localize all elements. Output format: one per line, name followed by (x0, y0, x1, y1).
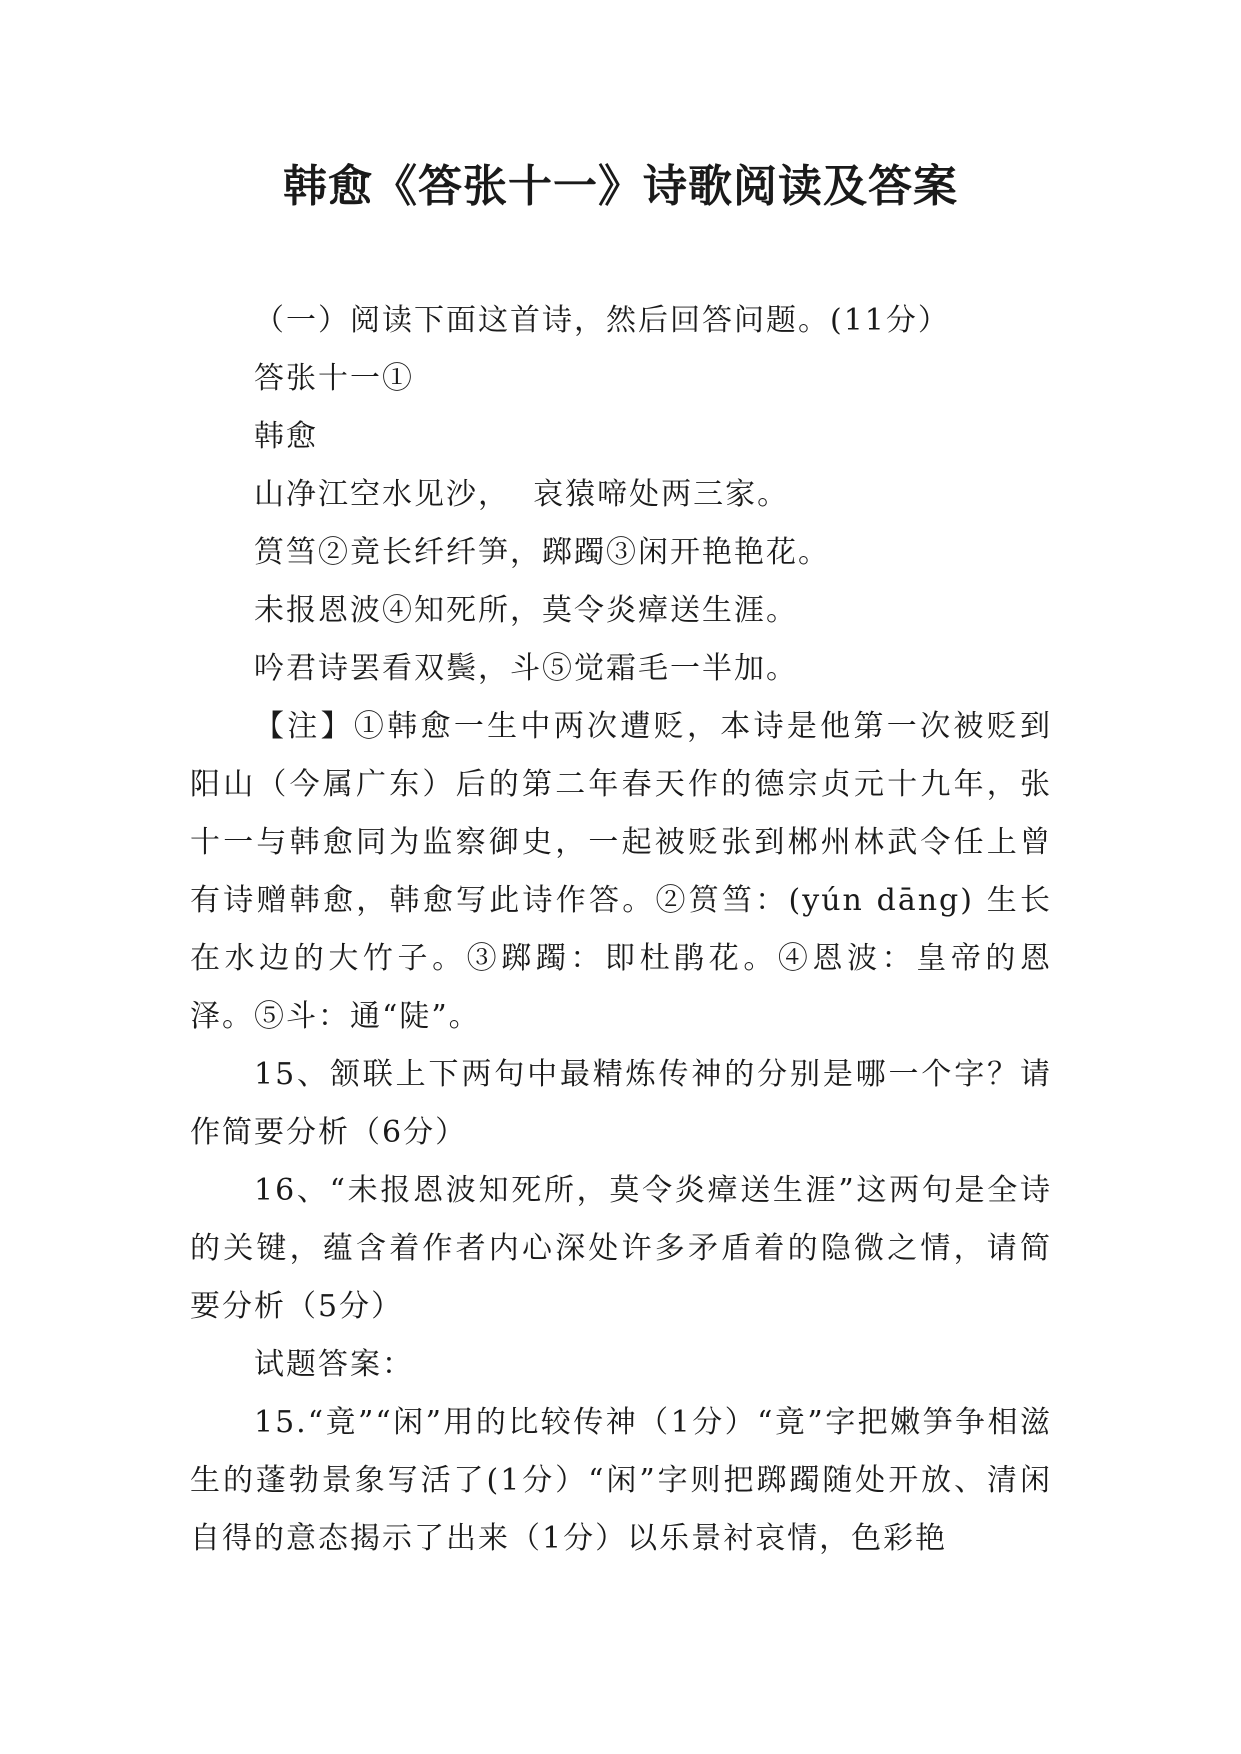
poem-line-4: 吟君诗罢看双鬓，斗⑤觉霜毛一半加。 (254, 651, 798, 686)
poem-line-3: 未报恩波④知死所，莫令炎瘴送生涯。 (254, 593, 798, 628)
answers-heading: 试题答案： (254, 1347, 414, 1382)
instruction-line: （一）阅读下面这首诗，然后回答问题。(11分） (254, 303, 950, 338)
answer-15: 15.“竟”“闲”用的比较传神（1分）“竟”字把嫩笋争相滋生的蓬勃景象写活了(1分）“闲”字则把踯躅随处开放、清闲自得的意态揭示了出来（1分）以乐景衬哀情，色彩艳 (190, 1405, 1052, 1556)
document-body (190, 292, 1052, 1568)
document-title: 韩愈《答张十一》诗歌阅读及答案 (283, 161, 958, 212)
poem-line-2: 筼筜②竟长纤纤笋，踯躅③闲开艳艳花。 (254, 535, 830, 570)
poem-line-1: 山净江空水见沙， 哀猿啼处两三家。 (254, 477, 790, 512)
question-15: 15、颔联上下两句中最精炼传神的分别是哪一个字？请作简要分析（6分） (190, 1057, 1052, 1150)
question-16: 16、“未报恩波知死所，莫令炎瘴送生涯”这两句是全诗的关键，蕴含着作者内心深处许多矛盾着的隐微之情，请简要分析（5分） (190, 1173, 1052, 1324)
poem-author: 韩愈 (254, 419, 318, 454)
annotation-note: 【注】①韩愈一生中两次遭贬，本诗是他第一次被贬到阳山（今属广东）后的第二年春天作的德宗贞元十九年，张十一与韩愈同为监察御史，一起被贬张到郴州林武令任上曾有诗赠韩愈，韩愈写此诗作答。②筼筜：(yún dāng) 生长在水边的大竹子。③踯躅：即杜鹃花。④恩波：皇帝的恩泽。⑤斗：通“陡”。 (190, 709, 1052, 1034)
poem-title: 答张十一① (254, 361, 414, 396)
